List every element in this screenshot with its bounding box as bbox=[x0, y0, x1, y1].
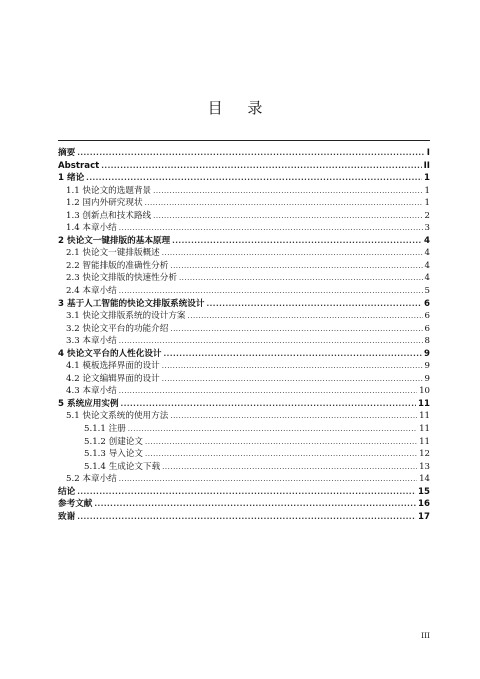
toc-dot-leader bbox=[119, 285, 423, 298]
toc-entry-label: 3.2 快论文平台的功能介绍 bbox=[66, 323, 169, 334]
toc-entry[interactable] bbox=[58, 448, 430, 461]
toc-dot-leader bbox=[86, 172, 422, 185]
toc-dot-leader bbox=[179, 272, 423, 285]
toc-entry-label: 2.4 本章小结 bbox=[66, 286, 117, 297]
toc-dot-leader bbox=[121, 398, 416, 411]
toc-entry-label: 3.3 本章小结 bbox=[66, 336, 117, 347]
toc-entry-page: 17 bbox=[418, 511, 430, 522]
toc-dot-leader bbox=[119, 473, 417, 486]
toc-entry[interactable] bbox=[58, 197, 430, 210]
toc-entry-page: 4 bbox=[424, 248, 430, 259]
toc-dot-leader bbox=[77, 486, 416, 499]
toc-entry[interactable] bbox=[58, 172, 430, 185]
toc-entry-page: 6 bbox=[424, 298, 430, 309]
toc-entry-page: 11 bbox=[419, 424, 430, 435]
toc-entry[interactable] bbox=[58, 423, 430, 436]
toc-dot-leader bbox=[172, 235, 422, 248]
toc-entry-page: 8 bbox=[424, 336, 430, 347]
toc-entry-page: 15 bbox=[418, 486, 430, 497]
toc-entry-page: 9 bbox=[424, 361, 430, 372]
toc-entry-label: 4.1 模板选择界面的设计 bbox=[66, 361, 160, 372]
toc-dot-leader bbox=[164, 348, 423, 361]
toc-entry-page: 14 bbox=[419, 474, 430, 485]
toc-entry-label: 2.1 快论文一键排版概述 bbox=[66, 248, 160, 259]
toc-entry-label: 1.2 国内外研究现状 bbox=[66, 198, 143, 209]
toc-entry-label: 5.2 本章小结 bbox=[66, 474, 117, 485]
page-title: 目 录 bbox=[207, 99, 273, 117]
toc-entry-page: 3 bbox=[424, 223, 430, 234]
toc-entry[interactable] bbox=[58, 260, 430, 273]
table-of-contents bbox=[58, 147, 430, 523]
toc-entry-page: 11 bbox=[419, 411, 430, 422]
toc-entry-label: 1 绪论 bbox=[58, 173, 85, 184]
toc-entry-page: 4 bbox=[424, 235, 430, 246]
toc-entry[interactable] bbox=[58, 348, 430, 361]
toc-entry-label: 结论 bbox=[58, 486, 76, 497]
toc-entry-page: 6 bbox=[424, 311, 430, 322]
toc-entry-page: 4 bbox=[424, 273, 430, 284]
toc-entry[interactable] bbox=[58, 298, 430, 311]
toc-entry-page: II bbox=[423, 160, 430, 171]
toc-entry-label: 1.1 快论文的选题背景 bbox=[66, 185, 152, 196]
toc-dot-leader bbox=[153, 210, 422, 223]
toc-entry-label: 5.1.3 导入论文 bbox=[84, 449, 143, 460]
page-number: III bbox=[421, 631, 430, 640]
toc-entry-page: 2 bbox=[424, 210, 430, 221]
toc-entry-page: 13 bbox=[419, 461, 430, 472]
toc-dot-leader bbox=[162, 247, 423, 260]
toc-entry-label: 2 快论文一键排版的基本原理 bbox=[58, 235, 171, 246]
toc-entry-label: 1.3 创新点和技术路线 bbox=[66, 210, 152, 221]
toc-entry[interactable] bbox=[58, 511, 430, 524]
toc-dot-leader bbox=[77, 147, 425, 160]
toc-entry[interactable] bbox=[58, 247, 430, 260]
toc-dot-leader bbox=[119, 222, 423, 235]
toc-dot-leader bbox=[162, 360, 423, 373]
toc-entry-label: 1.4 本章小结 bbox=[66, 223, 117, 234]
toc-dot-leader bbox=[162, 373, 423, 386]
toc-entry-label: 2.3 快论文排版的快速性分析 bbox=[66, 273, 177, 284]
toc-entry-label: Abstract bbox=[58, 160, 100, 171]
toc-dot-leader bbox=[188, 310, 423, 323]
toc-dot-leader bbox=[101, 160, 421, 173]
toc-entry-label: 参考文献 bbox=[58, 499, 93, 510]
toc-entry-page: 4 bbox=[424, 260, 430, 271]
toc-entry-label: 5.1.2 创建论文 bbox=[84, 436, 143, 447]
toc-entry[interactable] bbox=[58, 498, 430, 511]
toc-dot-leader bbox=[119, 335, 423, 348]
toc-entry-page: 11 bbox=[418, 398, 430, 409]
toc-dot-leader bbox=[77, 511, 416, 524]
toc-dot-leader bbox=[170, 323, 422, 336]
toc-entry[interactable] bbox=[58, 486, 430, 499]
toc-entry-page: 6 bbox=[424, 323, 430, 334]
toc-entry[interactable] bbox=[58, 323, 430, 336]
toc-entry-label: 3.1 快论文排版系统的设计方案 bbox=[66, 311, 186, 322]
toc-entry-label: 5 系统应用实例 bbox=[58, 398, 119, 409]
toc-entry-label: 4 快论文平台的人性化设计 bbox=[58, 348, 162, 359]
toc-entry[interactable] bbox=[58, 410, 430, 423]
toc-entry-page: 5 bbox=[424, 286, 430, 297]
toc-entry-page: 11 bbox=[419, 436, 430, 447]
toc-dot-leader bbox=[162, 461, 417, 474]
toc-entry[interactable] bbox=[58, 398, 430, 411]
toc-entry-page: 1 bbox=[424, 198, 430, 209]
toc-entry-label: 摘要 bbox=[58, 148, 76, 158]
toc-entry[interactable] bbox=[58, 385, 430, 398]
toc-dot-leader bbox=[128, 423, 417, 436]
toc-entry-page: 9 bbox=[424, 348, 430, 359]
toc-entry-page: 9 bbox=[424, 373, 430, 384]
toc-entry[interactable] bbox=[58, 235, 430, 248]
toc-dot-leader bbox=[170, 260, 422, 273]
toc-dot-leader bbox=[119, 385, 417, 398]
toc-dot-leader bbox=[153, 185, 422, 198]
toc-entry[interactable] bbox=[58, 147, 430, 160]
toc-entry[interactable] bbox=[58, 360, 430, 373]
toc-entry-page: 1 bbox=[424, 185, 430, 196]
toc-dot-leader bbox=[145, 436, 417, 449]
toc-entry-label: 4.2 论文编辑界面的设计 bbox=[66, 373, 160, 384]
toc-entry[interactable] bbox=[58, 373, 430, 386]
toc-entry-page: 12 bbox=[419, 449, 430, 460]
toc-entry-page: 10 bbox=[419, 386, 430, 397]
toc-entry[interactable] bbox=[58, 285, 430, 298]
toc-dot-leader bbox=[170, 410, 417, 423]
toc-entry[interactable] bbox=[58, 335, 430, 348]
toc-entry[interactable] bbox=[58, 210, 430, 223]
toc-entry[interactable] bbox=[58, 310, 430, 323]
title-divider bbox=[58, 140, 430, 141]
toc-entry[interactable] bbox=[58, 473, 430, 486]
toc-dot-leader bbox=[94, 498, 416, 511]
toc-dot-leader bbox=[145, 197, 423, 210]
toc-entry[interactable] bbox=[58, 160, 430, 173]
toc-entry-page: I bbox=[426, 148, 430, 158]
toc-dot-leader bbox=[145, 448, 417, 461]
toc-entry-label: 5.1 快论文系统的使用方法 bbox=[66, 411, 169, 422]
toc-entry-label: 致谢 bbox=[58, 511, 76, 522]
toc-entry[interactable] bbox=[58, 185, 430, 198]
toc-entry[interactable] bbox=[58, 436, 430, 449]
toc-entry-label: 4.3 本章小结 bbox=[66, 386, 117, 397]
toc-entry[interactable] bbox=[58, 461, 430, 474]
toc-entry-label: 3 基于人工智能的快论文排版系统设计 bbox=[58, 298, 205, 309]
toc-entry[interactable] bbox=[58, 222, 430, 235]
toc-entry-page: 16 bbox=[418, 499, 430, 510]
toc-entry-label: 5.1.4 生成论文下载 bbox=[84, 461, 161, 472]
toc-dot-leader bbox=[206, 298, 422, 311]
toc-entry[interactable] bbox=[58, 272, 430, 285]
toc-entry-label: 2.2 智能排版的准确性分析 bbox=[66, 260, 169, 271]
toc-entry-label: 5.1.1 注册 bbox=[84, 424, 126, 435]
toc-entry-page: 1 bbox=[424, 173, 430, 184]
